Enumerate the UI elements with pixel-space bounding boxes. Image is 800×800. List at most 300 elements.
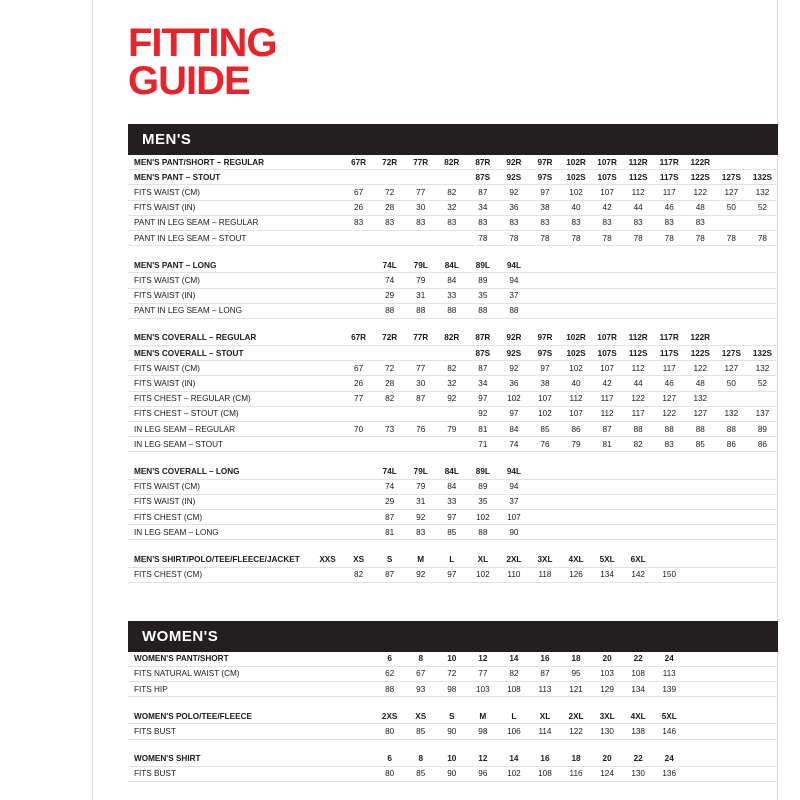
table-cell [747,288,778,303]
table-cell [716,273,747,288]
table-cell [374,170,405,185]
table-cell [716,652,747,667]
table-cell [592,288,623,303]
table-cell [685,552,716,567]
mens-tables-container [106,155,778,595]
table-cell [716,215,747,230]
table-cell: 77R [405,331,436,346]
table-cell [623,479,654,494]
table-cell: 2XL [561,709,592,724]
table-cell: 138 [623,724,654,739]
table-cell [529,479,560,494]
table-cell: 122 [561,724,592,739]
table-cell [312,422,343,437]
table-cell: 6XL [623,552,654,567]
table-cell [747,155,778,170]
table-cell [374,346,405,361]
table-cell [343,230,374,245]
table-row [128,303,778,318]
table-cell: 87 [467,185,498,200]
table-cell: 40 [561,200,592,215]
table-cell [716,724,747,739]
table-cell [623,288,654,303]
row-label: MEN'S COVERALL – REGULAR [128,331,312,346]
table-cell: 22 [623,752,654,767]
table-cell [312,258,343,273]
table-cell: 83 [623,215,654,230]
table-cell: 117 [654,185,685,200]
table-cell [312,288,343,303]
table-cell [312,215,343,230]
row-label: FITS BUST [128,766,312,781]
table-cell [716,552,747,567]
table-cell [592,525,623,540]
table-cell [561,288,592,303]
table-cell: 86 [716,437,747,452]
table-header-row [128,752,778,767]
table-cell [374,406,405,421]
row-label: WOMEN'S POLO/TEE/FLEECE [128,709,312,724]
table-header-row [128,709,778,724]
table-cell: 48 [685,376,716,391]
table-cell: 79L [405,258,436,273]
table-cell: 10 [436,752,467,767]
table-cell: 85 [685,437,716,452]
table-cell [343,479,374,494]
table-cell: 107 [561,406,592,421]
table-cell [685,494,716,509]
table-cell: 74 [374,479,405,494]
table-cell [343,170,374,185]
table-cell: M [405,552,436,567]
table-cell: 94L [498,258,529,273]
table-cell: 132 [747,185,778,200]
table-cell [343,273,374,288]
table-cell [716,464,747,479]
table-cell: 67R [343,155,374,170]
table-cell: 77 [343,391,374,406]
row-label: MEN'S PANT – LONG [128,258,312,273]
table-cell: 44 [623,200,654,215]
row-label: FITS CHEST – REGULAR (CM) [128,391,312,406]
table-cell: 108 [529,766,560,781]
table-cell: 136 [654,766,685,781]
table-cell [592,479,623,494]
table-cell [716,288,747,303]
table-cell: 38 [529,376,560,391]
table-cell: 102S [561,346,592,361]
table-row [128,509,778,524]
table-cell: 107 [592,361,623,376]
table-cell [654,303,685,318]
table-cell [685,509,716,524]
table-cell: 94 [498,479,529,494]
table-cell: 88 [467,303,498,318]
table-cell: 97 [467,391,498,406]
table-cell [747,331,778,346]
table-cell: 20 [592,752,623,767]
table-cell [529,509,560,524]
table-cell [312,346,343,361]
table-cell [654,494,685,509]
table-cell [529,464,560,479]
table-cell [529,494,560,509]
table-gap [106,740,778,752]
table-cell: 8 [405,652,436,667]
table-cell: 81 [592,437,623,452]
table-cell [623,464,654,479]
table-cell: 97 [436,509,467,524]
table-cell [312,682,343,697]
table-cell: 132 [747,361,778,376]
table-cell [436,406,467,421]
table-cell [592,494,623,509]
table-cell [343,766,374,781]
table-cell: 70 [343,422,374,437]
table-cell: 97R [529,331,560,346]
table-cell [343,437,374,452]
table-cell [312,494,343,509]
table-cell [312,666,343,681]
table-cell: 83 [436,215,467,230]
table-cell: 85 [436,525,467,540]
table-cell: 83 [592,215,623,230]
table-cell: 88 [623,422,654,437]
table-cell: 117 [623,406,654,421]
row-label: PANT IN LEG SEAM – REGULAR [128,215,312,230]
table-cell [716,766,747,781]
table-cell [685,258,716,273]
table-cell: 83 [467,215,498,230]
table-cell [747,391,778,406]
table-cell: XXS [312,552,343,567]
table-cell: 3XL [592,709,623,724]
table-cell [343,525,374,540]
table-row [128,185,778,200]
table-header-row [128,652,778,667]
table-cell [405,437,436,452]
table-cell [716,682,747,697]
table-cell: 112S [623,170,654,185]
table-row [128,437,778,452]
table-cell: 122 [685,361,716,376]
table-cell: 83 [405,215,436,230]
table-cell: 88 [405,303,436,318]
table-cell [312,509,343,524]
row-label: MEN'S COVERALL – STOUT [128,346,312,361]
table-cell: 85 [529,422,560,437]
table-cell: 44 [623,376,654,391]
table-cell: 79 [561,437,592,452]
table-row [128,666,778,681]
table-header-row [128,464,778,479]
table-cell: 52 [747,200,778,215]
table-cell [747,567,778,582]
table-cell [623,258,654,273]
table-cell: 86 [747,437,778,452]
table-cell: 20 [592,652,623,667]
table-cell: 117S [654,346,685,361]
table-cell: 107S [592,346,623,361]
table-cell: 102 [498,391,529,406]
table-cell: 83 [343,215,374,230]
table-cell [312,479,343,494]
table-cell [343,682,374,697]
table-cell: 87 [467,361,498,376]
table-cell [716,303,747,318]
table-cell: 88 [654,422,685,437]
table-cell [312,766,343,781]
table-cell: 112 [561,391,592,406]
table-cell: 3XL [529,552,560,567]
table-cell: 103 [467,682,498,697]
table-row [128,422,778,437]
table-cell: 87S [467,346,498,361]
table-cell: 87 [592,422,623,437]
table-cell: 122 [654,406,685,421]
row-label: FITS CHEST (CM) [128,509,312,524]
table-row [128,525,778,540]
table-cell: 97 [529,185,560,200]
table-cell [312,652,343,667]
row-label: PANT IN LEG SEAM – LONG [128,303,312,318]
table-cell: 14 [498,752,529,767]
table-row [128,682,778,697]
table-cell: 107R [592,331,623,346]
table-cell: 78 [654,230,685,245]
table-cell [685,303,716,318]
table-cell: 92S [498,346,529,361]
row-label: FITS WAIST (IN) [128,288,312,303]
table-cell: 12 [467,652,498,667]
table-cell: 4XL [561,552,592,567]
table-cell: 127 [685,406,716,421]
table-cell: 79 [405,479,436,494]
table-cell [312,709,343,724]
table-cell: 72R [374,155,405,170]
table-cell: 88 [436,303,467,318]
table-cell: 33 [436,494,467,509]
table-cell: 132 [685,391,716,406]
table-cell [343,752,374,767]
table-cell: 134 [623,682,654,697]
table-cell [343,652,374,667]
table-cell: 83 [529,215,560,230]
table-cell: 92R [498,155,529,170]
table-row [128,361,778,376]
table-cell: 46 [654,200,685,215]
table-cell: 112 [623,185,654,200]
table-cell: 92R [498,331,529,346]
table-cell [747,552,778,567]
table-cell: 130 [592,724,623,739]
table-cell [561,479,592,494]
table-cell: 83 [654,215,685,230]
table-cell: 139 [654,682,685,697]
table-cell: 78 [623,230,654,245]
table-cell: 129 [592,682,623,697]
table-cell [716,258,747,273]
table-cell: L [498,709,529,724]
table-cell: 102 [467,509,498,524]
table-cell [561,258,592,273]
table-gap [106,452,778,464]
table-cell [529,273,560,288]
row-label: FITS WAIST (CM) [128,185,312,200]
row-label: FITS WAIST (CM) [128,361,312,376]
table-cell [685,273,716,288]
table-cell: 137 [747,406,778,421]
table-cell [685,666,716,681]
table-cell: 18 [561,752,592,767]
table-cell: 112R [623,331,654,346]
table-cell [374,230,405,245]
table-cell [312,170,343,185]
table-cell [747,464,778,479]
table-cell: 122 [623,391,654,406]
table-cell: 103 [592,666,623,681]
table-cell: 108 [498,682,529,697]
table-cell: 94L [498,464,529,479]
table-cell: 42 [592,200,623,215]
table-cell [436,230,467,245]
table-cell: 72R [374,331,405,346]
table-cell [747,215,778,230]
table-cell [747,525,778,540]
row-label: FITS WAIST (IN) [128,376,312,391]
table-cell [747,724,778,739]
table-cell: 84L [436,464,467,479]
table-cell [312,376,343,391]
table-cell: 4XL [623,709,654,724]
table-cell: 112S [623,346,654,361]
table-cell: 84 [436,273,467,288]
table-cell: 48 [685,200,716,215]
table-cell: 16 [529,652,560,667]
table-cell: 78 [561,230,592,245]
table-cell [685,766,716,781]
table-cell: 28 [374,376,405,391]
table-cell [312,273,343,288]
table-row [128,724,778,739]
mens-pant-long [128,258,778,319]
table-cell: 88 [498,303,529,318]
table-cell [654,525,685,540]
table-header-row [128,346,778,361]
table-cell [312,724,343,739]
table-cell [747,258,778,273]
table-cell [405,170,436,185]
table-cell: 82 [436,185,467,200]
table-cell: 87 [405,391,436,406]
table-cell [592,258,623,273]
table-cell: 127S [716,170,747,185]
table-cell: 126 [561,567,592,582]
table-cell: 78 [716,230,747,245]
table-cell: 80 [374,766,405,781]
table-row [128,376,778,391]
table-cell: 92 [436,391,467,406]
table-cell: 5XL [654,709,685,724]
table-cell: 30 [405,200,436,215]
table-cell: 102 [467,567,498,582]
table-cell: 86 [561,422,592,437]
row-label: FITS WAIST (CM) [128,273,312,288]
table-cell [716,752,747,767]
table-cell: 102S [561,170,592,185]
table-gap [106,246,778,258]
table-cell: 72 [374,361,405,376]
table-cell: 102 [561,361,592,376]
table-cell [654,464,685,479]
table-cell: 8 [405,752,436,767]
table-cell: 24 [654,652,685,667]
table-cell: 88 [374,303,405,318]
table-cell [716,509,747,524]
table-row [128,406,778,421]
table-cell [716,331,747,346]
table-cell: 113 [654,666,685,681]
table-cell: M [467,709,498,724]
table-cell: S [436,709,467,724]
table-cell [529,258,560,273]
table-cell: 82 [343,567,374,582]
table-cell: 31 [405,288,436,303]
table-cell: 74L [374,258,405,273]
table-header-row [128,170,778,185]
table-cell: 146 [654,724,685,739]
table-cell: 117S [654,170,685,185]
table-cell: 76 [405,422,436,437]
table-cell: 80 [374,724,405,739]
womens-pant-short [128,652,778,698]
table-cell: 94 [498,273,529,288]
table-cell [312,437,343,452]
content-area [106,21,778,794]
table-cell: 82 [623,437,654,452]
table-cell [529,303,560,318]
table-cell: 132S [747,170,778,185]
table-cell: 142 [623,567,654,582]
table-cell: 87R [467,331,498,346]
womens-shirt [128,752,778,782]
table-cell [747,709,778,724]
table-cell: 83 [405,525,436,540]
table-cell: 73 [374,422,405,437]
table-cell: 87 [374,567,405,582]
table-cell: 36 [498,376,529,391]
section-header-mens: MEN'S [128,124,778,155]
table-cell [436,170,467,185]
table-cell: 6 [374,652,405,667]
table-cell [343,464,374,479]
row-label: MEN'S PANT – STOUT [128,170,312,185]
table-cell [561,273,592,288]
table-cell: 67 [343,185,374,200]
table-cell: 87S [467,170,498,185]
table-cell: 98 [467,724,498,739]
table-cell [592,303,623,318]
table-cell: 84L [436,258,467,273]
table-header-row [128,331,778,346]
table-cell [685,682,716,697]
table-cell: 83 [561,215,592,230]
table-cell: 121 [561,682,592,697]
table-cell: 34 [467,376,498,391]
row-label: FITS WAIST (IN) [128,200,312,215]
table-cell [343,494,374,509]
table-cell [405,346,436,361]
